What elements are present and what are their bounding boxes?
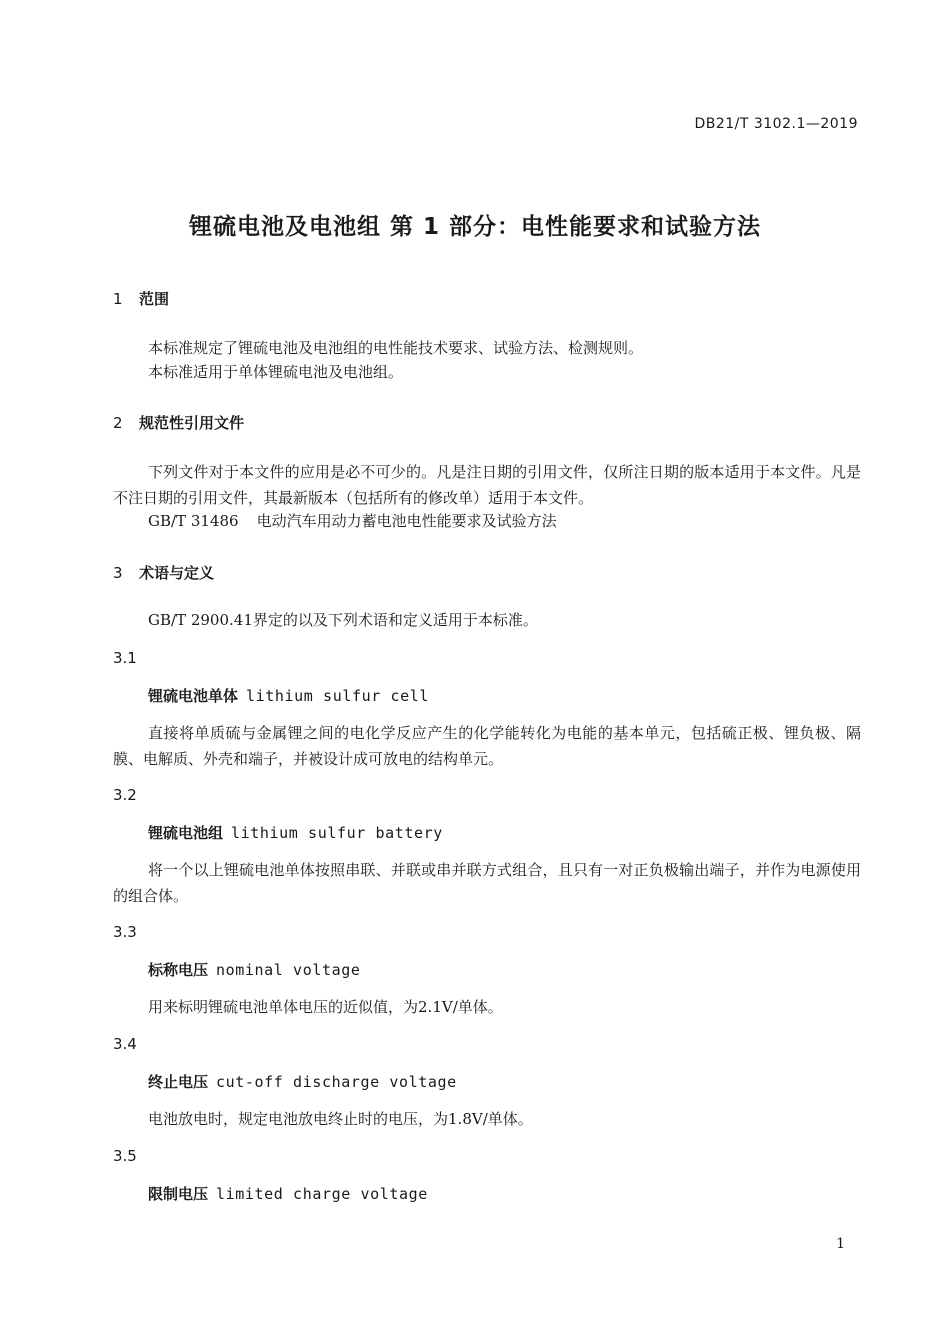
term-en: lithium sulfur battery	[231, 824, 443, 842]
term-definition: 用来标明锂硫电池单体电压的近似值，为2.1V/单体。	[148, 998, 503, 1016]
standard-code-header: DB21/T 3102.1—2019	[694, 116, 858, 132]
section-number: 1	[113, 290, 123, 308]
clause-number: 3.3	[113, 923, 137, 941]
reference-title: 电动汽车用动力蓄电池电性能要求及试验方法	[256, 512, 557, 530]
term-en: nominal voltage	[216, 961, 361, 979]
term-zh: 锂硫电池单体	[148, 687, 239, 705]
term-en: lithium sulfur cell	[246, 687, 429, 705]
paragraph: 本标准适用于单体锂硫电池及电池组。	[148, 363, 404, 381]
clause-number: 3.5	[113, 1147, 137, 1165]
section-heading	[113, 288, 169, 309]
paragraph: 本标准规定了锂硫电池及电池组的电性能技术要求、试验方法、检测规则。	[148, 339, 644, 357]
paragraph: GB/T 2900.41界定的以及下列术语和定义适用于本标准。	[148, 611, 538, 629]
section-number: 3	[113, 564, 123, 582]
section-number: 2	[113, 414, 123, 432]
clause-number: 3.1	[113, 649, 137, 667]
term-heading	[148, 959, 360, 980]
section-heading	[113, 412, 244, 433]
page-number: 1	[836, 1236, 845, 1252]
term-zh: 锂硫电池组	[148, 824, 224, 842]
term-zh: 限制电压	[148, 1185, 209, 1203]
term-zh: 标称电压	[148, 961, 209, 979]
paragraph: 下列文件对于本文件的应用是必不可少的。凡是注日期的引用文件，仅所注日期的版本适用于本文件。凡是不注日期的引用文件，其最新版本（包括所有的修改单）适用于本文件。	[113, 463, 861, 507]
reference-item	[148, 508, 557, 534]
section-title: 术语与定义	[139, 564, 215, 582]
term-definition: 直接将单质硫与金属锂之间的电化学反应产生的化学能转化为电能的基本单元，包括硫正极、锂负极、隔膜、电解质、外壳和端子，并被设计成可放电的结构单元。	[113, 724, 861, 768]
term-definition: 电池放电时，规定电池放电终止时的电压，为1.8V/单体。	[148, 1110, 533, 1128]
term-en: limited charge voltage	[216, 1185, 428, 1203]
clause-number: 3.4	[113, 1035, 137, 1053]
clause-number: 3.2	[113, 786, 137, 804]
term-heading	[148, 1071, 457, 1092]
term-definition: 将一个以上锂硫电池单体按照串联、并联或串并联方式组合，且只有一对正负极输出端子，并作为电源使用的组合体。	[113, 861, 861, 905]
section-heading	[113, 562, 214, 583]
section-title: 范围	[139, 290, 170, 308]
term-zh: 终止电压	[148, 1073, 209, 1091]
term-heading	[148, 685, 429, 706]
term-en: cut-off discharge voltage	[216, 1073, 457, 1091]
term-heading	[148, 822, 443, 843]
term-heading	[148, 1183, 428, 1204]
section-title: 规范性引用文件	[139, 414, 245, 432]
reference-code: GB/T 31486	[148, 512, 239, 530]
document-title: 锂硫电池及电池组 第 1 部分：电性能要求和试验方法	[188, 214, 762, 240]
